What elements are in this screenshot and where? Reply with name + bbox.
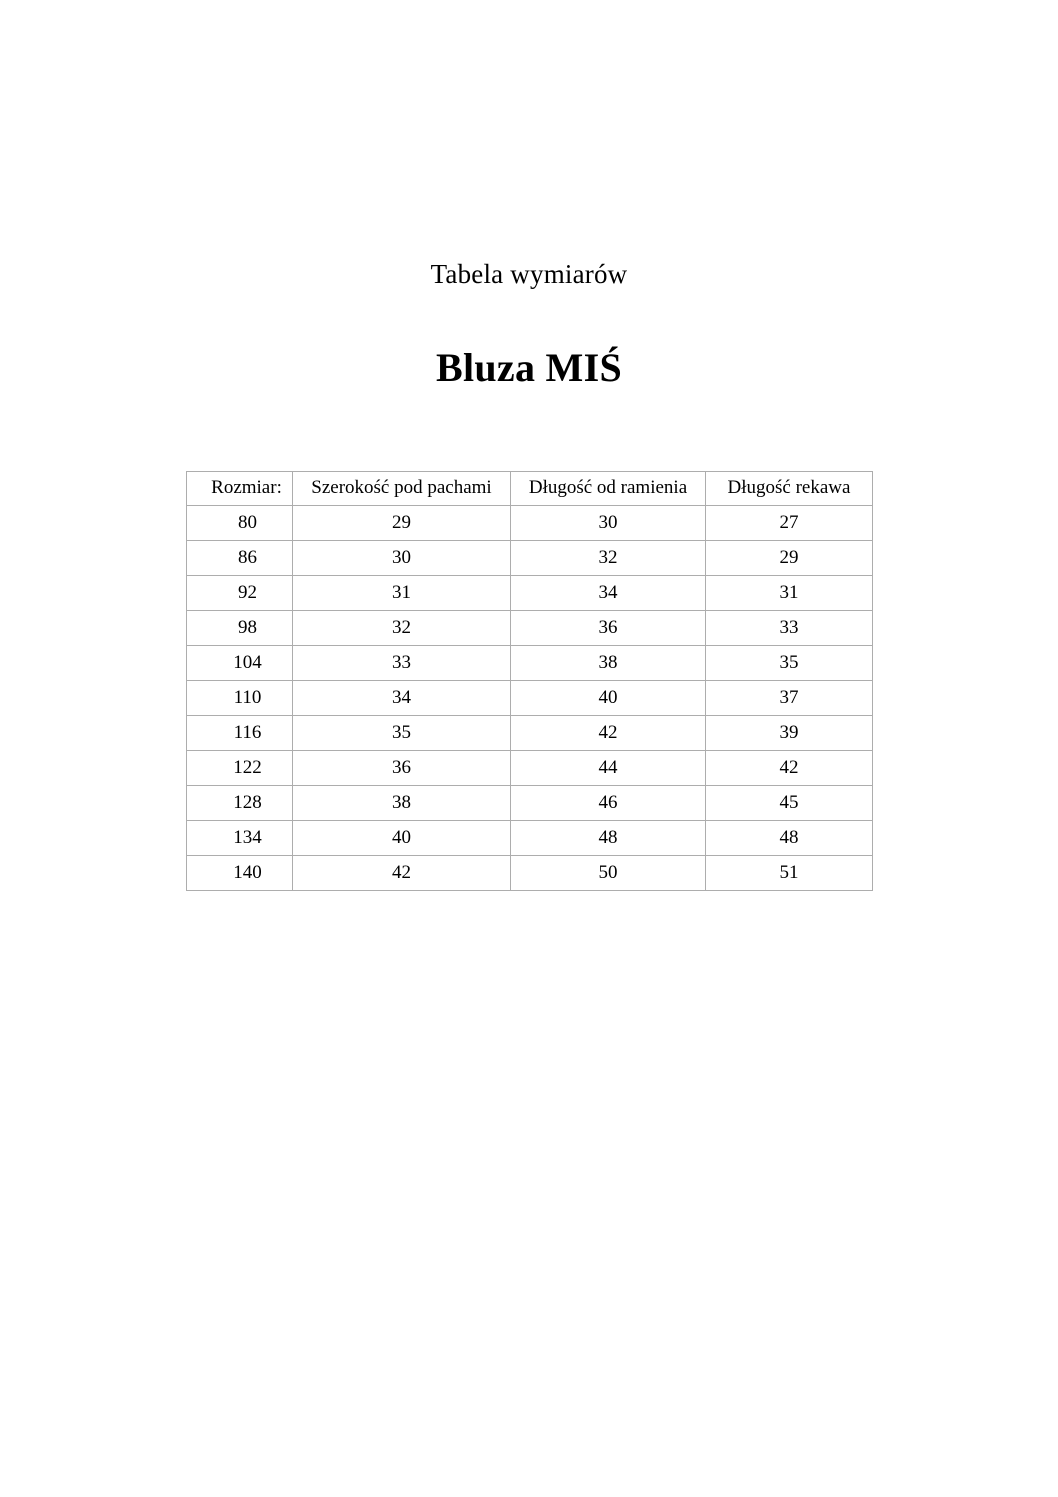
table-row (187, 541, 873, 576)
cell-sleeve-length: 31 (706, 576, 873, 611)
cell-chest-width: 40 (293, 821, 511, 856)
table-row (187, 751, 873, 786)
product-heading: Bluza MIŚ (435, 345, 623, 390)
cell-size: 140 (187, 856, 293, 891)
column-header-chest-width: Szerokość pod pachami (293, 472, 511, 506)
cell-size: 110 (187, 681, 293, 716)
cell-sleeve-length: 27 (706, 506, 873, 541)
cell-sleeve-length: 33 (706, 611, 873, 646)
cell-length-from-shoulder: 38 (511, 646, 706, 681)
cell-chest-width: 31 (293, 576, 511, 611)
table-header-row (187, 472, 873, 506)
cell-length-from-shoulder: 40 (511, 681, 706, 716)
cell-chest-width: 36 (293, 751, 511, 786)
cell-length-from-shoulder: 50 (511, 856, 706, 891)
page-title: Tabela wymiarów (430, 259, 628, 289)
table-row (187, 786, 873, 821)
cell-size: 116 (187, 716, 293, 751)
cell-size: 128 (187, 786, 293, 821)
cell-sleeve-length: 35 (706, 646, 873, 681)
column-header-length-from-shoulder: Długość od ramienia (511, 472, 706, 506)
cell-length-from-shoulder: 48 (511, 821, 706, 856)
cell-size: 98 (187, 611, 293, 646)
cell-chest-width: 30 (293, 541, 511, 576)
cell-size: 86 (187, 541, 293, 576)
cell-length-from-shoulder: 44 (511, 751, 706, 786)
cell-chest-width: 42 (293, 856, 511, 891)
cell-chest-width: 32 (293, 611, 511, 646)
cell-length-from-shoulder: 30 (511, 506, 706, 541)
cell-sleeve-length: 48 (706, 821, 873, 856)
cell-length-from-shoulder: 42 (511, 716, 706, 751)
table-row (187, 821, 873, 856)
column-header-size: Rozmiar: (187, 472, 293, 506)
table-header (187, 472, 873, 506)
size-table (186, 471, 873, 891)
table-row (187, 576, 873, 611)
cell-sleeve-length: 37 (706, 681, 873, 716)
cell-length-from-shoulder: 32 (511, 541, 706, 576)
cell-chest-width: 34 (293, 681, 511, 716)
table-row (187, 611, 873, 646)
cell-length-from-shoulder: 34 (511, 576, 706, 611)
table-row (187, 681, 873, 716)
size-table-container (186, 471, 872, 891)
cell-size: 80 (187, 506, 293, 541)
cell-size: 134 (187, 821, 293, 856)
cell-chest-width: 33 (293, 646, 511, 681)
table-row (187, 646, 873, 681)
cell-size: 122 (187, 751, 293, 786)
cell-chest-width: 35 (293, 716, 511, 751)
cell-sleeve-length: 42 (706, 751, 873, 786)
column-header-sleeve-length: Długość rekawa (706, 472, 873, 506)
cell-size: 92 (187, 576, 293, 611)
cell-sleeve-length: 45 (706, 786, 873, 821)
cell-chest-width: 38 (293, 786, 511, 821)
cell-size: 104 (187, 646, 293, 681)
cell-sleeve-length: 51 (706, 856, 873, 891)
cell-sleeve-length: 39 (706, 716, 873, 751)
cell-chest-width: 29 (293, 506, 511, 541)
table-row (187, 716, 873, 751)
table-row (187, 856, 873, 891)
table-body (187, 506, 873, 891)
cell-sleeve-length: 29 (706, 541, 873, 576)
table-row (187, 506, 873, 541)
cell-length-from-shoulder: 46 (511, 786, 706, 821)
cell-length-from-shoulder: 36 (511, 611, 706, 646)
